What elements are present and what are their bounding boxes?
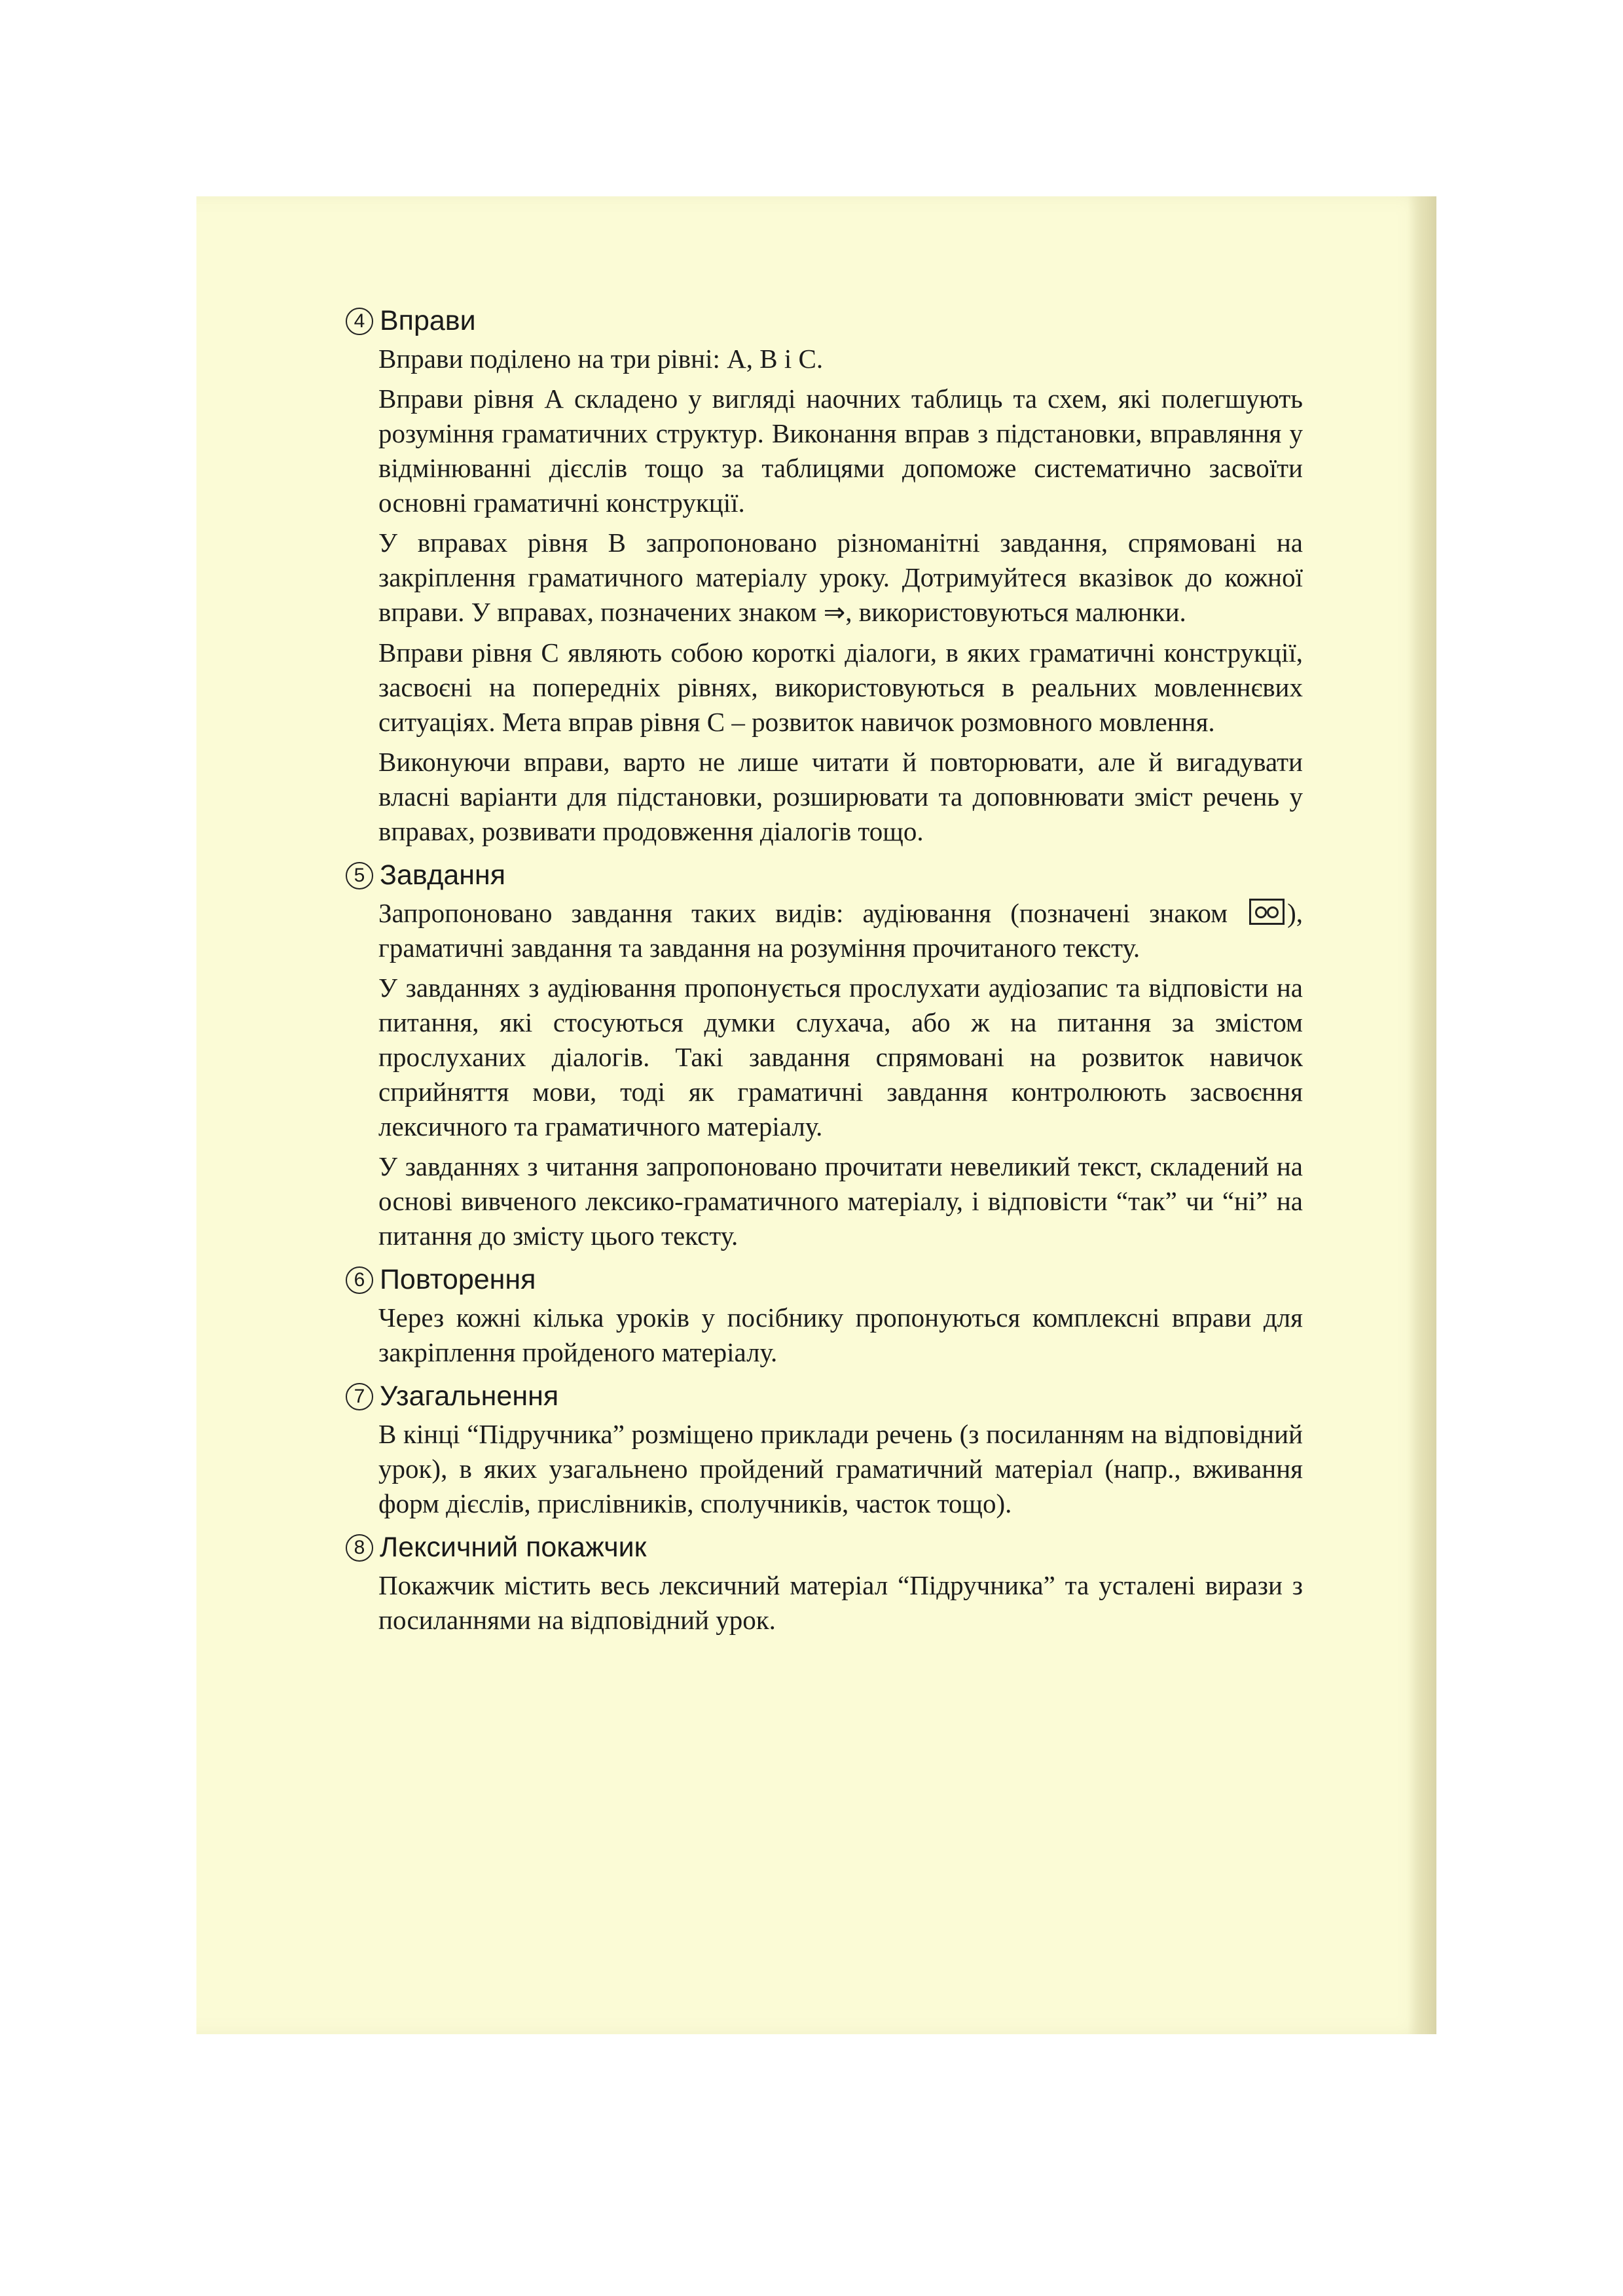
circled-number: 6 [346,1266,373,1294]
circled-number: 7 [346,1383,373,1410]
section-heading [346,854,1303,896]
paragraph [378,896,1303,965]
paragraph-text: У вправах рівня В запропоновано різноманітні завдання, спрямовані на закріплення граматичного матеріалу уроку. Дотримуйтеся вказівок до кожної вправи. У вправах, позначених знаком [378,528,1303,627]
section-heading [346,1259,1303,1300]
page-shadow-edge [1408,196,1436,2034]
circled-number: 4 [346,308,373,335]
section-summary [354,1375,1303,1521]
paragraph-text: ), граматичні завдання та завдання на розуміння прочитаного тексту. [378,898,1303,963]
section-heading [346,1375,1303,1417]
paragraph-text: Запропоновано завдання таких видів: аудіювання (позначені знаком [378,898,1247,928]
arrow-icon: ⇒ [823,598,846,628]
paragraph: В кінці “Підручника” розміщено приклади речень (з посиланням на відповідний урок), в яких узагальнено пройдений граматичний матеріал (напр., вживання форм дієслів, прислівників, сполучників, часток тощо). [378,1419,1303,1518]
paragraph: Виконуючи вправи, варто не лише читати й повторювати, але й вигадувати власні варіанти для підстановки, розширювати та доповнювати зміст речень у вправах, розвивати продовження діалогів тощо. [378,747,1303,846]
paragraph: Вправи рівня А складено у вигляді наочних таблиць та схем, які полегшують розуміння граматичних структур. Виконання вправ з підстановки, вправляння у відмінюванні дієслів тощо за таблицями допоможе систематично засвоїти основні граматичні конструкції. [378,384,1303,518]
section-title: Повторення [380,1264,536,1295]
paragraph-text: , використовуються малюнки. [845,597,1186,627]
paragraph: У завданнях з читання запропоновано прочитати невеликий текст, складений на основі вивченого лексико-граматичного матеріалу, і відповісти “так” чи “ні” на питання до змісту цього тексту. [378,1151,1303,1251]
paragraph: Вправи поділено на три рівні: А, В і С. [378,344,824,374]
paragraph: У завданнях з аудіювання пропонується прослухати аудіозапис та відповісти на питання, які стосуються думки слухача, або ж на питання за змістом прослуханих діалогів. Такі завдання спрямовані на розвиток навичок сприйняття мови, тоді як граматичні завдання контролюють засвоєння лексичного та граматичного матеріалу. [378,973,1303,1141]
section-title: Вправи [380,305,476,336]
section-lexical-index [354,1526,1303,1638]
section-tasks [354,854,1303,1253]
circled-number: 5 [346,862,373,889]
audio-cassette-icon [1249,899,1285,925]
section-title: Узагальнення [380,1380,559,1412]
paragraph: Через кожні кілька уроків у посібнику пропонуються комплексні вправи для закріплення пройденого матеріалу. [378,1302,1303,1367]
section-review [354,1259,1303,1370]
paragraph: Покажчик містить весь лексичний матеріал “Підручника” та усталені вирази з посиланнями на відповідний урок. [378,1570,1303,1635]
section-title: Лексичний покажчик [380,1532,647,1563]
section-heading [346,300,1303,342]
paragraph [378,526,1303,630]
page-content [354,300,1303,1643]
section-exercises [354,300,1303,849]
section-title: Завдання [380,859,506,891]
circled-number: 8 [346,1534,373,1562]
paragraph: Вправи рівня С являють собою короткі діалоги, в яких граматичні конструкції, засвоєні на попередніх рівнях, використовуються в реальних мовленнєвих ситуаціях. Мета вправ рівня С – розвиток навичок розмовного мовлення. [378,637,1303,737]
section-heading [346,1526,1303,1568]
